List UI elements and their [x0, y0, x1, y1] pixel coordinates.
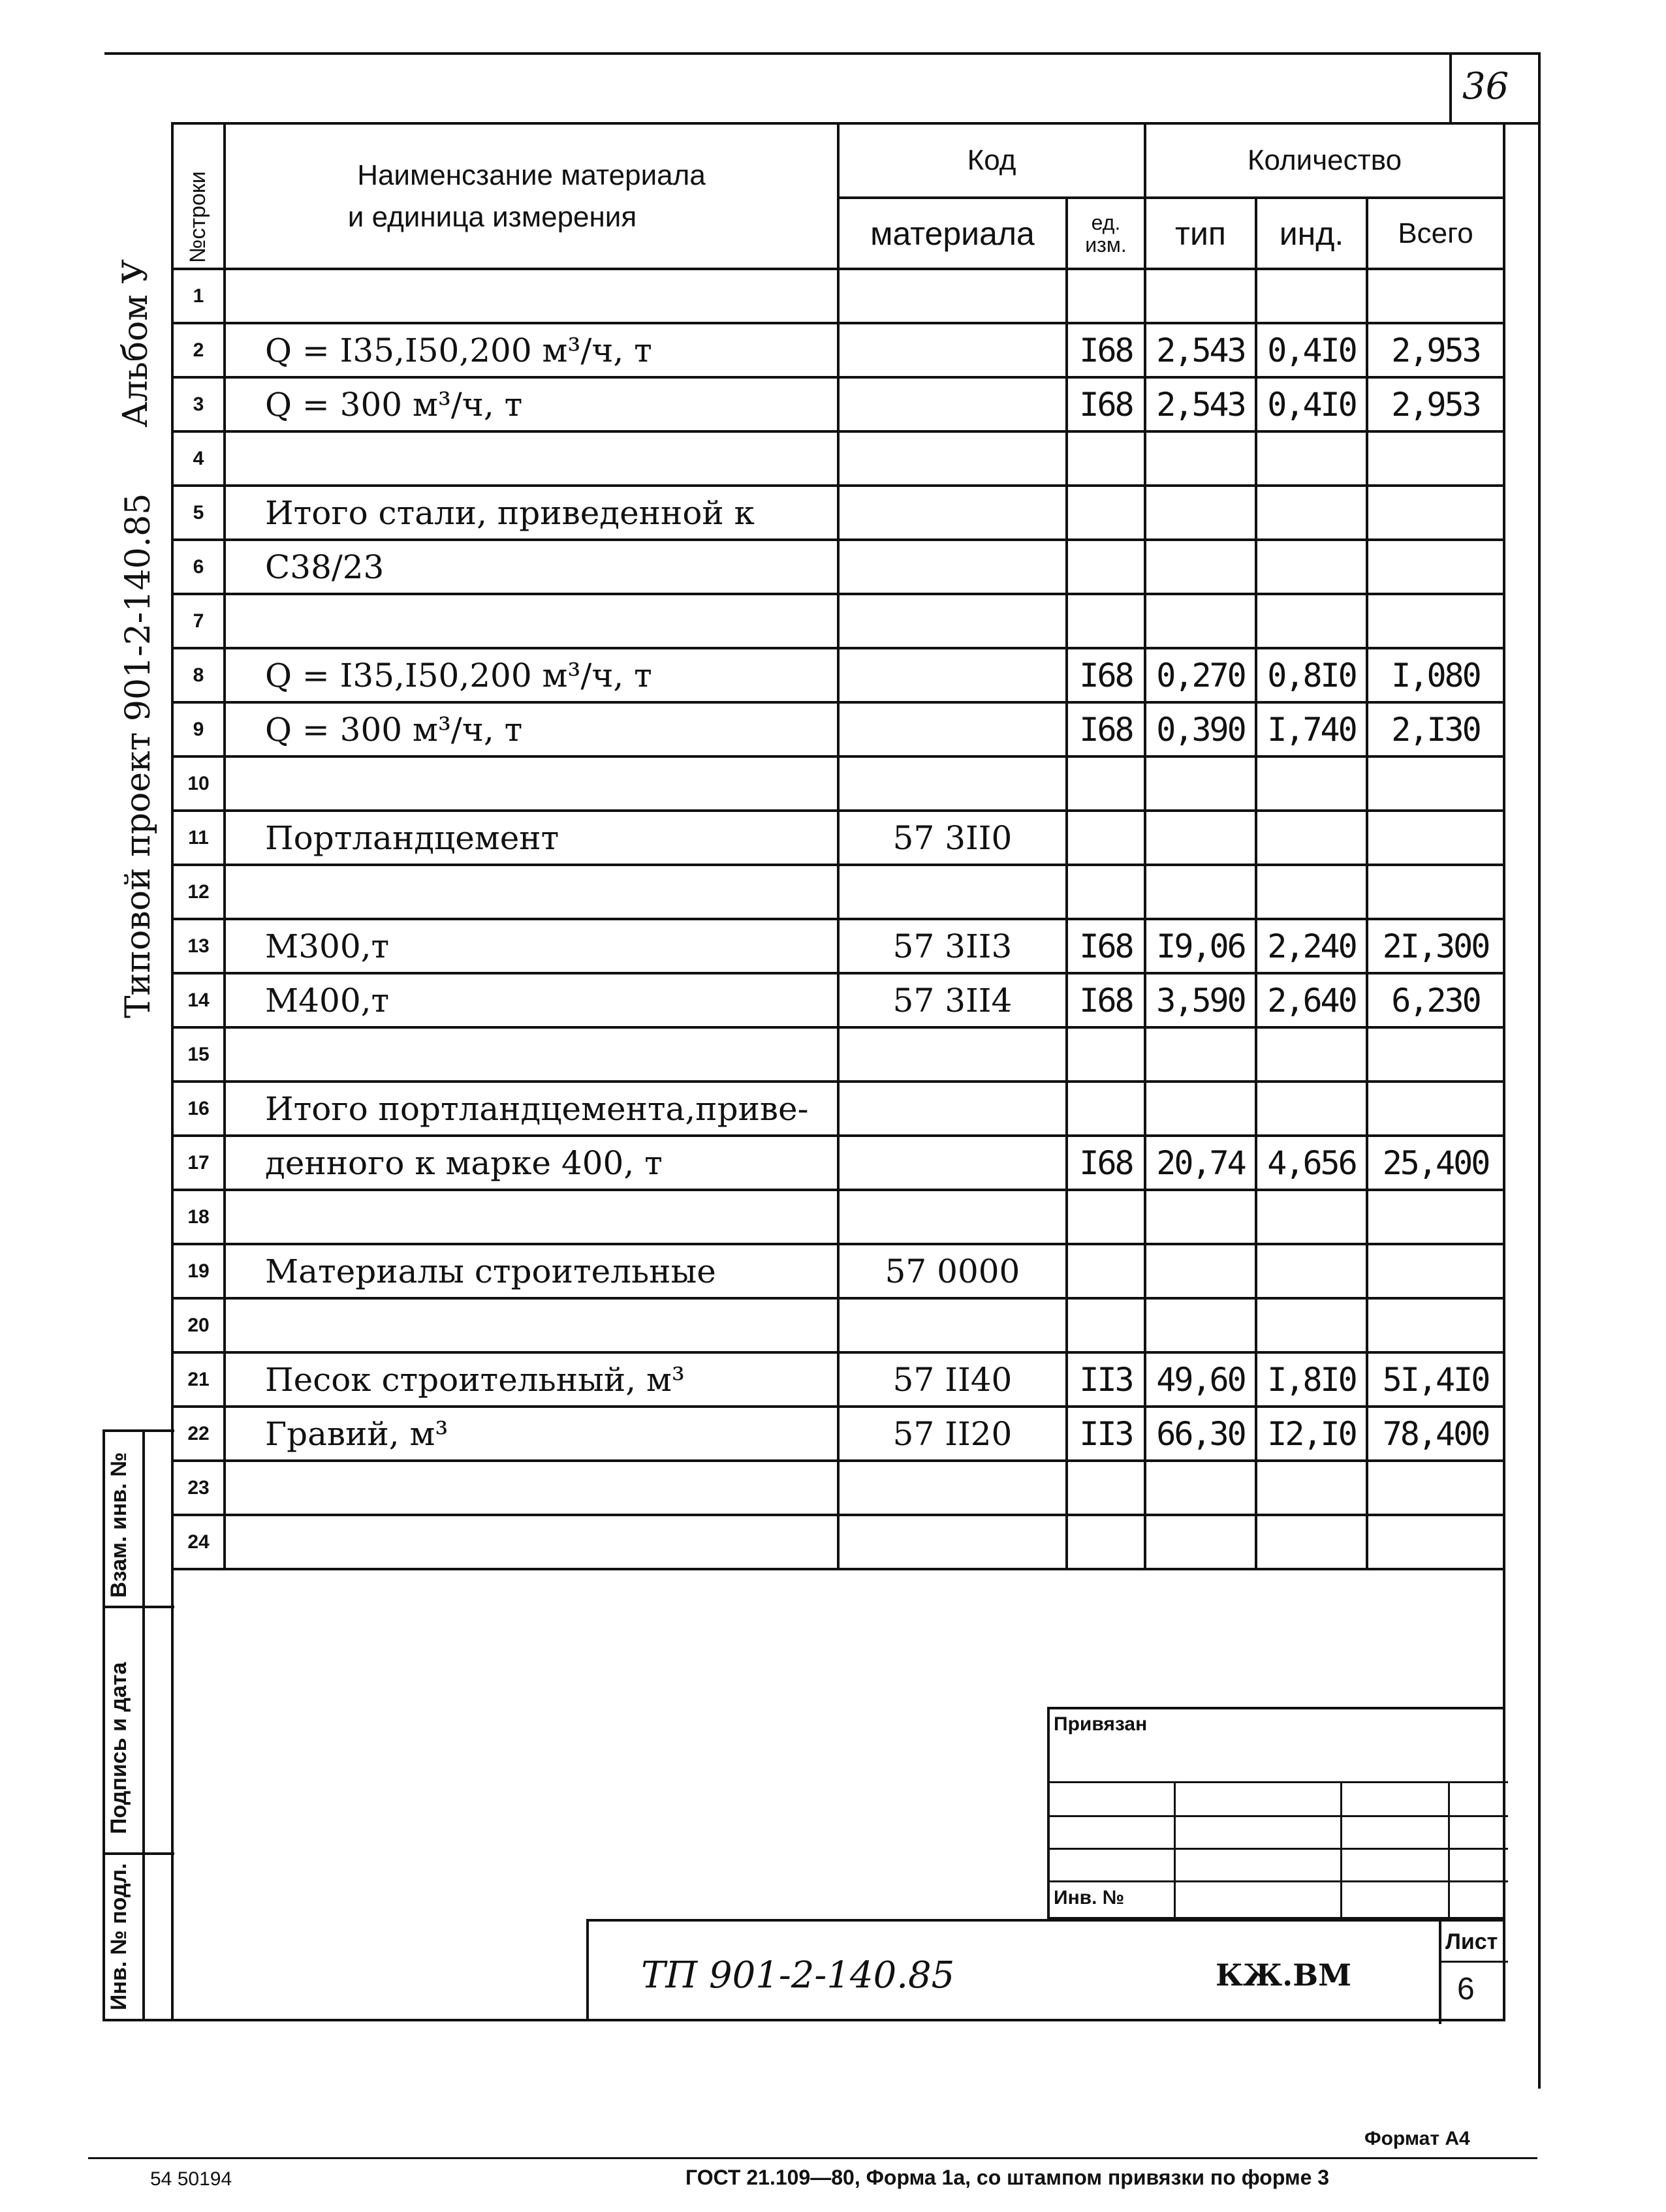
row-total [1367, 756, 1504, 811]
side-col-left [102, 1429, 105, 2021]
row-unit: II3 [1067, 1407, 1145, 1461]
row-ind [1256, 269, 1367, 323]
row-number: 10 [172, 756, 225, 811]
spec-table-body [172, 269, 1504, 1569]
row-code [838, 1461, 1067, 1515]
row-name: Q = 300 м³/ч, т [225, 377, 838, 431]
row-code [838, 269, 1067, 323]
row-number: 18 [172, 1190, 225, 1244]
row-number: 21 [172, 1352, 225, 1407]
row-type: 2,543 [1145, 377, 1256, 431]
row-unit [1067, 1298, 1145, 1352]
row-code [838, 1027, 1067, 1082]
table-row [172, 1407, 1504, 1461]
table-row [172, 486, 1504, 540]
side-div-2 [102, 1852, 174, 1855]
row-number: 2 [172, 323, 225, 377]
gost-note: ГОСТ 21.109—80, Форма 1а, со штампом привязки по форме 3 [685, 2166, 1330, 2189]
row-unit: II3 [1067, 1352, 1145, 1407]
row-ind: 4,656 [1256, 1136, 1367, 1190]
row-total: 2,953 [1367, 323, 1504, 377]
sheet-divider [1439, 1922, 1441, 2024]
row-number: 6 [172, 540, 225, 594]
row-code: 57 II40 [838, 1352, 1067, 1407]
row-ind [1256, 756, 1367, 811]
row-type: 66,30 [1145, 1407, 1256, 1461]
row-unit: I68 [1067, 973, 1145, 1027]
row-unit: I68 [1067, 1136, 1145, 1190]
row-number: 11 [172, 811, 225, 865]
row-total [1367, 431, 1504, 486]
row-type [1145, 811, 1256, 865]
row-unit [1067, 811, 1145, 865]
row-unit: I68 [1067, 323, 1145, 377]
header-name-line2: и единица измерения [347, 200, 637, 233]
row-type [1145, 1027, 1256, 1082]
row-ind: 0,4I0 [1256, 323, 1367, 377]
row-type: 3,590 [1145, 973, 1256, 1027]
row-name [225, 1190, 838, 1244]
table-row [172, 1190, 1504, 1244]
row-code [838, 1515, 1067, 1569]
row-total [1367, 269, 1504, 323]
row-type: 0,270 [1145, 648, 1256, 702]
row-name: Портландцемент [225, 811, 838, 865]
row-number: 8 [172, 648, 225, 702]
row-type [1145, 865, 1256, 919]
binding-col-1 [1174, 1781, 1176, 1920]
row-code: 57 0000 [838, 1244, 1067, 1298]
row-number: 19 [172, 1244, 225, 1298]
album-label: Альбом У [116, 259, 155, 428]
row-total: 2,I30 [1367, 702, 1504, 756]
row-number: 9 [172, 702, 225, 756]
row-number: 23 [172, 1461, 225, 1515]
row-ind [1256, 811, 1367, 865]
page-box-right [1538, 52, 1541, 2089]
side-field-inv: Инв. № подл. [106, 1863, 131, 2010]
table-row [172, 1027, 1504, 1082]
binding-row-3 [1050, 1848, 1508, 1850]
row-ind: 0,4I0 [1256, 377, 1367, 431]
table-row [172, 323, 1504, 377]
row-ind: I2,I0 [1256, 1407, 1367, 1461]
row-total [1367, 540, 1504, 594]
row-total [1367, 1027, 1504, 1082]
row-ind: 2,240 [1256, 919, 1367, 973]
row-number: 24 [172, 1515, 225, 1569]
row-unit [1067, 1027, 1145, 1082]
row-type [1145, 486, 1256, 540]
row-ind: I,740 [1256, 702, 1367, 756]
row-total [1367, 594, 1504, 648]
table-row [172, 431, 1504, 486]
header-row-no-text: №строки [185, 171, 210, 263]
row-number: 22 [172, 1407, 225, 1461]
header-qty-ind: инд. [1256, 198, 1367, 269]
side-field-vzam: Взам. инв. № [106, 1452, 131, 1598]
row-number: 20 [172, 1298, 225, 1352]
side-top [102, 1429, 174, 1432]
sheet-row-divider [1439, 1961, 1508, 1963]
table-row [172, 1461, 1504, 1515]
table-row [172, 811, 1504, 865]
row-type: 20,74 [1145, 1136, 1256, 1190]
row-total: 78,400 [1367, 1407, 1504, 1461]
row-ind: 0,8I0 [1256, 648, 1367, 702]
row-name: Материалы строительные [225, 1244, 838, 1298]
row-name [225, 756, 838, 811]
row-type [1145, 594, 1256, 648]
header-code-group: Код [838, 123, 1145, 198]
row-ind [1256, 865, 1367, 919]
row-ind [1256, 1298, 1367, 1352]
row-type [1145, 1515, 1256, 1569]
header-row-no [172, 123, 225, 269]
row-code [838, 1082, 1067, 1136]
side-div-1 [102, 1606, 174, 1608]
row-ind: 2,640 [1256, 973, 1367, 1027]
row-code [838, 865, 1067, 919]
row-total [1367, 811, 1504, 865]
row-number: 5 [172, 486, 225, 540]
row-unit [1067, 269, 1145, 323]
row-type: I9,06 [1145, 919, 1256, 973]
header-code-material: материала [838, 198, 1067, 269]
row-unit [1067, 431, 1145, 486]
binding-label: Привязан [1054, 1713, 1148, 1735]
row-total: I,080 [1367, 648, 1504, 702]
row-number: 14 [172, 973, 225, 1027]
row-unit: I68 [1067, 377, 1145, 431]
row-total [1367, 1190, 1504, 1244]
row-unit [1067, 594, 1145, 648]
table-row [172, 377, 1504, 431]
row-unit [1067, 756, 1145, 811]
row-ind: I,8I0 [1256, 1352, 1367, 1407]
binding-inv-label: Инв. № [1054, 1887, 1125, 1908]
row-name [225, 1515, 838, 1569]
row-ind [1256, 594, 1367, 648]
row-type: 0,390 [1145, 702, 1256, 756]
row-ind [1256, 1082, 1367, 1136]
table-row [172, 1352, 1504, 1407]
row-total: 2,953 [1367, 377, 1504, 431]
row-total [1367, 1244, 1504, 1298]
header-qty-group: Количество [1145, 123, 1504, 198]
binding-col-2 [1340, 1781, 1342, 1920]
print-number: 54 50194 [150, 2168, 232, 2190]
row-unit [1067, 1082, 1145, 1136]
header-qty-type: тип [1145, 198, 1256, 269]
binding-row-1 [1050, 1781, 1508, 1783]
row-code [838, 702, 1067, 756]
row-type [1145, 269, 1256, 323]
top-rule [104, 52, 1541, 55]
row-unit [1067, 1244, 1145, 1298]
row-name: Q = I35,I50,200 м³/ч, т [225, 648, 838, 702]
row-ind [1256, 540, 1367, 594]
row-name: денного к марке 400, т [225, 1136, 838, 1190]
row-code [838, 1190, 1067, 1244]
row-ind [1256, 1515, 1367, 1569]
header-code-unit: ед. изм. [1067, 198, 1145, 269]
row-number: 16 [172, 1082, 225, 1136]
header-name [225, 123, 838, 269]
row-code [838, 323, 1067, 377]
row-code: 57 3II4 [838, 973, 1067, 1027]
row-code [838, 756, 1067, 811]
row-name [225, 1027, 838, 1082]
row-ind [1256, 1244, 1367, 1298]
row-name: Итого портландцемента,приве- [225, 1082, 838, 1136]
row-code [838, 594, 1067, 648]
row-name [225, 269, 838, 323]
row-unit: I68 [1067, 702, 1145, 756]
row-type [1145, 1298, 1256, 1352]
table-row [172, 919, 1504, 973]
row-name: М300,т [225, 919, 838, 973]
row-code [838, 1298, 1067, 1352]
row-name [225, 431, 838, 486]
row-type [1145, 540, 1256, 594]
row-type [1145, 1190, 1256, 1244]
row-name [225, 1298, 838, 1352]
row-number: 1 [172, 269, 225, 323]
row-code [838, 486, 1067, 540]
header-qty-total: Всего [1367, 198, 1504, 269]
row-ind [1256, 1027, 1367, 1082]
table-row [172, 1298, 1504, 1352]
row-number: 3 [172, 377, 225, 431]
title-block [586, 1919, 1505, 2021]
table-row [172, 756, 1504, 811]
row-name [225, 1461, 838, 1515]
row-unit [1067, 865, 1145, 919]
table-row [172, 702, 1504, 756]
table-row [172, 594, 1504, 648]
row-name: Q = I35,I50,200 м³/ч, т [225, 323, 838, 377]
row-name: Q = 300 м³/ч, т [225, 702, 838, 756]
row-ind [1256, 486, 1367, 540]
row-number: 4 [172, 431, 225, 486]
table-row [172, 865, 1504, 919]
row-code: 57 II20 [838, 1407, 1067, 1461]
side-col-mid [142, 1429, 145, 2021]
table-row [172, 648, 1504, 702]
sheet-number: 6 [1457, 1972, 1475, 2006]
row-unit: I68 [1067, 648, 1145, 702]
row-unit [1067, 1461, 1145, 1515]
row-type [1145, 756, 1256, 811]
document-mark: КЖ.ВМ [1216, 1957, 1352, 1993]
row-total [1367, 1515, 1504, 1569]
row-unit [1067, 540, 1145, 594]
row-name: Песок строительный, м³ [225, 1352, 838, 1407]
row-code [838, 540, 1067, 594]
row-type: 49,60 [1145, 1352, 1256, 1407]
document-code: ТП 901-2-140.85 [641, 1954, 955, 1997]
row-total [1367, 865, 1504, 919]
row-ind [1256, 431, 1367, 486]
row-total [1367, 1298, 1504, 1352]
row-code [838, 648, 1067, 702]
row-number: 13 [172, 919, 225, 973]
table-row [172, 1136, 1504, 1190]
table-row [172, 1244, 1504, 1298]
row-type [1145, 1461, 1256, 1515]
row-ind [1256, 1190, 1367, 1244]
row-name [225, 865, 838, 919]
page-box-left [1449, 52, 1452, 123]
row-code: 57 3II3 [838, 919, 1067, 973]
row-unit: I68 [1067, 919, 1145, 973]
row-unit [1067, 1190, 1145, 1244]
row-total [1367, 1461, 1504, 1515]
table-row [172, 973, 1504, 1027]
row-type: 2,543 [1145, 323, 1256, 377]
footer-rule [88, 2157, 1537, 2159]
row-name: Итого стали, приведенной к [225, 486, 838, 540]
header-name-line1: Наименсзание материала [357, 159, 706, 191]
row-unit [1067, 486, 1145, 540]
row-total: 6,230 [1367, 973, 1504, 1027]
project-label: Типовой проект 901-2-140.85 [119, 493, 158, 1018]
row-name: С38/23 [225, 540, 838, 594]
row-number: 17 [172, 1136, 225, 1190]
row-total: 25,400 [1367, 1136, 1504, 1190]
side-field-sign: Подпись и дата [106, 1662, 131, 1834]
material-spec-table [171, 122, 1505, 1570]
row-name [225, 594, 838, 648]
row-name: М400,т [225, 973, 838, 1027]
row-total: 2I,300 [1367, 919, 1504, 973]
table-row [172, 1515, 1504, 1569]
row-number: 15 [172, 1027, 225, 1082]
row-total [1367, 486, 1504, 540]
row-code [838, 1136, 1067, 1190]
row-code [838, 377, 1067, 431]
row-total [1367, 1082, 1504, 1136]
binding-row-4 [1050, 1880, 1508, 1882]
page-number: 36 [1462, 65, 1509, 108]
table-row [172, 540, 1504, 594]
row-ind [1256, 1461, 1367, 1515]
binding-col-3 [1448, 1781, 1450, 1920]
table-row [172, 1082, 1504, 1136]
binding-stamp [1047, 1707, 1505, 1920]
binding-row-2 [1050, 1815, 1508, 1817]
row-type [1145, 1082, 1256, 1136]
row-code: 57 3II0 [838, 811, 1067, 865]
format-label: Формат А4 [1364, 2128, 1470, 2149]
row-name: Гравий, м³ [225, 1407, 838, 1461]
row-number: 7 [172, 594, 225, 648]
table-row [172, 269, 1504, 323]
row-code [838, 431, 1067, 486]
row-unit [1067, 1515, 1145, 1569]
row-type [1145, 1244, 1256, 1298]
sheet-label: Лист [1445, 1929, 1498, 1954]
row-total: 5I,4I0 [1367, 1352, 1504, 1407]
row-type [1145, 431, 1256, 486]
row-number: 12 [172, 865, 225, 919]
